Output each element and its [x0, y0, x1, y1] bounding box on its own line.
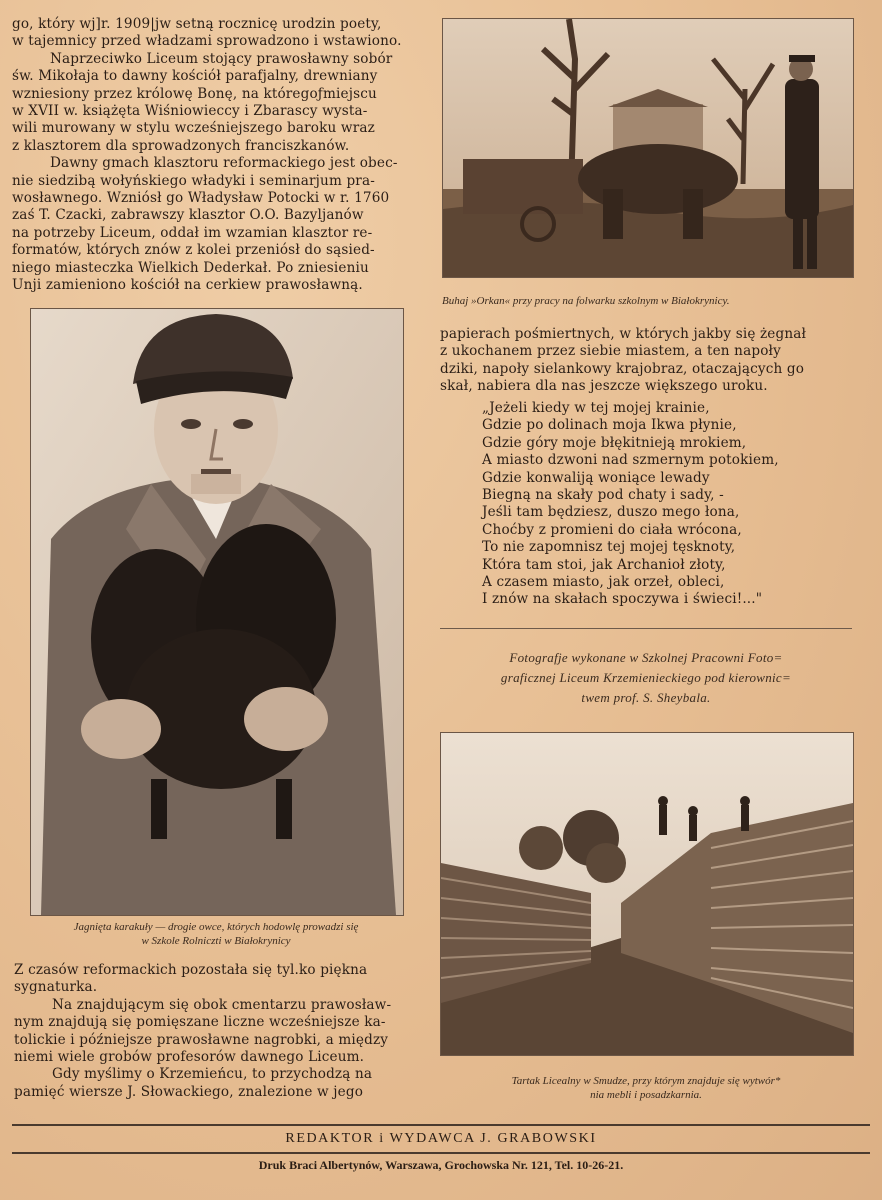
right-text-block: [440, 326, 860, 396]
paragraph-line: Gdy myślimy o Krzemieńcu, to przychodzą na: [52, 1066, 373, 1083]
caption-line: nia mebli i posadzkarnia.: [590, 1089, 702, 1101]
photo-credit-note: [440, 648, 852, 708]
paragraph-line: papierach pośmiertnych, w których jakby się żegnał: [440, 326, 807, 342]
section-divider: [440, 628, 852, 629]
footer-printer: Druk Braci Albertynów, Warszawa, Grochowska Nr. 121, Tel. 10-26-21.: [258, 1158, 624, 1172]
paragraph-line: wzniesiony przez królowę Bonę, na któregoƒmiejscu: [12, 85, 377, 102]
poem-line: Choćby z promieni do ciała wrócona,: [482, 521, 742, 538]
paragraph-line: dziki, napoły sielankowy krajobraz, otaczających go: [440, 360, 805, 377]
intro-line: w tajemnicy przed władzami sprowadzono i wstawiono.: [12, 33, 402, 50]
poem-line: A miasto dzwoni nad szmernym potokiem,: [482, 452, 779, 469]
paragraph-line: nym znajdują się pomięszane liczne wcześniejsze ka-: [14, 1014, 386, 1031]
caption-lambs: [30, 920, 402, 948]
intro-text-block: [12, 16, 456, 295]
paragraph-line: Na znajdującym się obok cmentarzu prawosław-: [52, 996, 392, 1013]
poem-line: I znów na skałach spoczywa i świeci!...": [482, 591, 763, 608]
poem-line: Która tam stoi, jak Archanioł złoty,: [482, 556, 726, 573]
poem-line: Gdzie góry moje błękitnieją mrokiem,: [482, 434, 747, 451]
footer-top-rule: [12, 1124, 870, 1126]
poem-line: Gdzie po dolinach moja Ikwa płynie,: [482, 417, 737, 434]
paragraph-line: wili murowany w stylu wcześniejszego baroku wraz: [12, 120, 375, 137]
caption-line: w Szkole Rolniczti w Białokrynicy: [141, 935, 291, 947]
paragraph-line: zaś T. Czacki, zabrawszy klasztor O.O. Bazyljanów: [12, 207, 364, 224]
poem-line: Biegną na skały pod chaty i sady, -: [482, 487, 724, 504]
paragraph-line: Z czasów reformackich pozostała się tyl.ko piękna: [14, 962, 368, 978]
paragraph-line: skał, nabiera dla nas jeszcze większego uroku.: [440, 378, 768, 395]
paragraph-line: Unji zamieniono kościół na cerkiew prawosławną.: [12, 277, 363, 294]
paragraph-line: tolickie i późniejsze prawosławne nagrobki, a między: [14, 1031, 389, 1048]
poem-line: A czasem miasto, jak orzeł, obleci,: [482, 574, 725, 591]
footer-editor: REDAKTOR i WYDAWCA J. GRABOWSKI: [285, 1131, 597, 1146]
caption-bull: Buhaj »Orkan« przy pracy na folwarku szkolnym w Białokrynicy.: [442, 295, 730, 307]
poem-line: To nie zapomnisz tej mojej tęsknoty,: [482, 539, 736, 556]
photo-man-with-lambs: [30, 308, 404, 916]
paragraph-line: w XVII w. książęta Wiśniowieccy i Zbarascy wysta-: [12, 103, 368, 120]
credit-line: Fotografje wykonane w Szkolnej Pracowni Foto=: [509, 650, 783, 665]
bull-photo-illustration: [443, 19, 853, 277]
credit-line: graficznej Liceum Krzemienieckiego pod kierownic=: [500, 670, 792, 685]
paragraph-line: formatów, których znów z kolei przeniósł do sąsied-: [12, 242, 375, 259]
paragraph-line: z ukochanem przez siebie miastem, a ten napoły: [440, 343, 781, 360]
credit-line: twem prof. S. Sheybala.: [581, 690, 711, 705]
paragraph-line: z klasztorem dla sprowadzonych franciszkanów.: [12, 137, 350, 154]
poem-line: Gdzie konwaliją woniące lewady: [482, 469, 710, 486]
poem-line: Jeśli tam będziesz, duszo mego łona,: [482, 504, 740, 521]
footer-mid-rule: [12, 1152, 870, 1154]
photo-sawmill: [440, 732, 854, 1056]
paragraph-line: pamięć wiersze J. Słowackiego, znalezione w jego: [14, 1083, 364, 1100]
caption-line: Jagnięta karakuły — drogie owce, których hodowlę prowadzi się: [73, 921, 359, 933]
bottom-left-text-block: [14, 962, 444, 1101]
sawmill-photo-illustration: [441, 733, 853, 1055]
paragraph-line: wosławnego. Wzniósł go Władysław Potocki w r. 1760: [12, 190, 390, 207]
caption-sawmill: [440, 1074, 852, 1102]
caption-line: Tartak Licealny w Smudze, przy którym znajduje się wytwór*: [511, 1075, 781, 1087]
poem-line: „Jeżeli kiedy w tej mojej krainie,: [482, 400, 710, 416]
paragraph-line: niego miasteczka Wielkich Dederkał. Po zniesieniu: [12, 259, 369, 276]
paragraph-line: na potrzeby Liceum, oddał im wzamian klasztor re-: [12, 224, 373, 241]
paragraph-line: sygnaturka.: [14, 979, 98, 996]
paragraph-line: Naprzeciwko Liceum stojący prawosławny sobór: [50, 50, 393, 67]
photo-bull-at-work: [442, 18, 854, 278]
poem-block: [482, 400, 862, 609]
paragraph-line: Dawny gmach klasztoru reformackiego jest obec-: [50, 155, 398, 172]
paragraph-line: św. Mikołaja to dawny kościół parafjalny, drewniany: [12, 68, 378, 85]
paragraph-line: nie siedzibą wołyńskiego władyki i seminarjum pra-: [12, 172, 375, 189]
intro-line: go, który wj]r. 1909|jw setną rocznicę urodzin poety,: [12, 16, 382, 32]
lambs-photo-illustration: [31, 309, 403, 915]
paragraph-line: niemi wiele grobów profesorów dawnego Liceum.: [14, 1049, 365, 1066]
